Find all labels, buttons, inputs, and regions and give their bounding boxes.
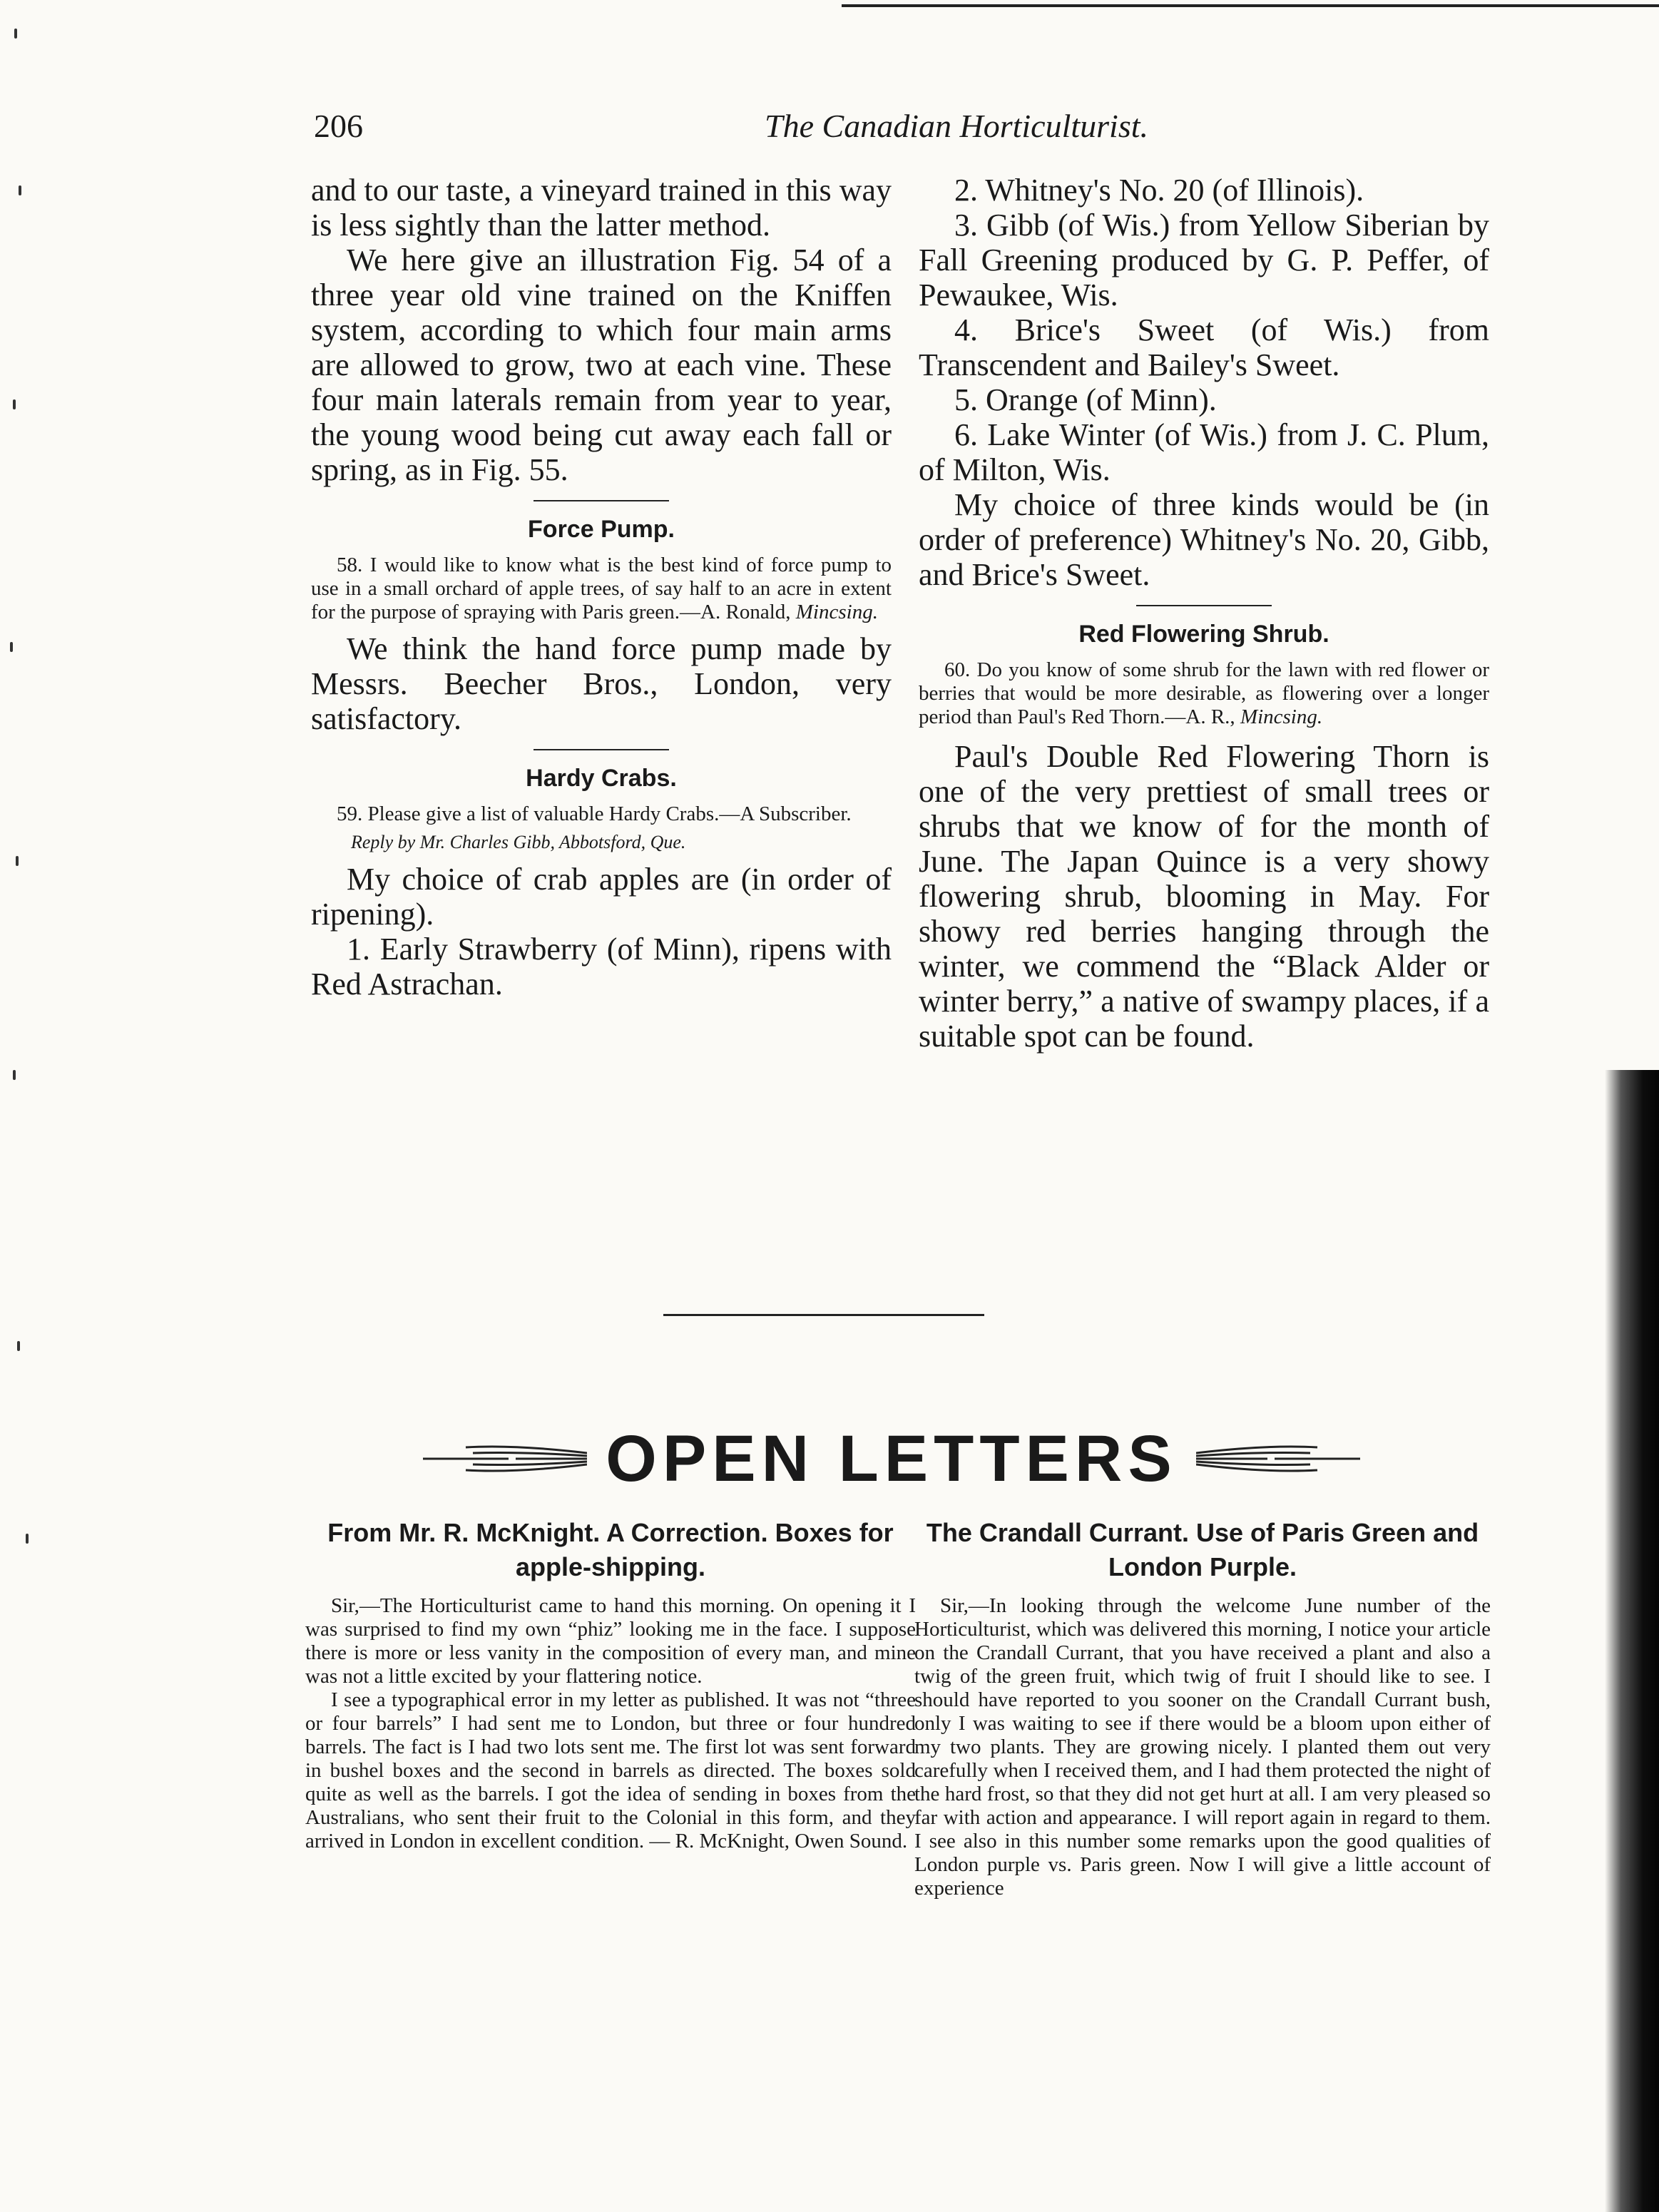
force-pump-heading: Force Pump.: [528, 516, 675, 543]
margin-mark: [17, 1341, 20, 1351]
red-shrub-heading: Red Flowering Shrub.: [1078, 621, 1329, 648]
right-column: [919, 173, 1489, 1054]
margin-mark: [14, 29, 17, 39]
page-header: [314, 107, 1148, 150]
intro-paragraph: and to our taste, a vineyard trained in this way is less sightly than the latter method.: [311, 173, 892, 243]
open-letters-banner: [371, 1420, 1412, 1498]
margin-mark: [10, 642, 13, 652]
force-pump-question-place: Mincsing.: [795, 601, 878, 623]
red-shrub-question: [919, 658, 1489, 729]
section-rule: [534, 500, 669, 501]
choice-paragraph: My choice of three kinds would be (in order of preference) Whitney's No. 20, Gibb, and Brice's Sweet.: [919, 487, 1489, 592]
letter-crandall-para: Sir,—In looking through the welcome June number of the Horticulturist, which was delivered this morning, I notice your article on the Crandall Currant, that you have received a plant and also a twig of the green fruit, which twig of fruit I should like to see. I should have reported to you sooner on the Crandall Currant bush, only I was waiting to see if there would be a bloom upon either of my two plants. They are growing nicely. I planted them out very carefully when I received them, and I had them protected the night of the hard frost, so that they did not get hurt at all. I am very pleased so far with action and appearance. I will report again in regard to them. I see also in this number some remarks upon the good qualities of London purple vs. Paris green. Now I will give a little account of experience: [914, 1594, 1491, 1900]
margin-mark: [26, 1534, 29, 1544]
hardy-crabs-intro: My choice of crab apples are (in order of ripening).: [311, 862, 892, 932]
page-number: 206: [314, 108, 363, 144]
scan-edge-shadow: [1605, 1070, 1659, 2212]
left-column: [311, 173, 892, 1001]
crab-list-item: 5. Orange (of Minn).: [954, 382, 1217, 417]
margin-mark: [19, 185, 21, 195]
section-rule: [534, 749, 669, 750]
letter-crandall-currant: [914, 1516, 1491, 1900]
force-pump-question-text: 58. I would like to know what is the best kind of force pump to use in a small orchard of apple trees, of say half to an acre in extent for the purpose of spraying with Paris green.—A. Ronald,: [311, 554, 892, 623]
right-flourish-icon: [1196, 1437, 1360, 1480]
margin-mark: [13, 399, 16, 409]
section-rule: [1136, 605, 1272, 606]
hardy-crabs-reply-line: Reply by Mr. Charles Gibb, Abbotsford, Que.: [351, 832, 686, 852]
top-edge-rule: [842, 4, 1659, 7]
crab-list-item: 1. Early Strawberry (of Minn), ripens with Red Astrachan.: [311, 932, 892, 1001]
letter-mcknight-para: Sir,—The Horticulturist came to hand this morning. On opening it I was surprised to find my own “phiz” looking me in the face. I suppose there is more or less vanity in the composition of every man, and mine was not a little excited by your flattering notice.: [305, 1594, 916, 1688]
illustration-paragraph: We here give an illustration Fig. 54 of a three year old vine trained on the Kniffen system, according to which four main arms are allowed to grow, two at each vine. These four main laterals remain from year to year, the young wood being cut away each fall or spring, as in Fig. 55.: [311, 243, 892, 487]
letter-mcknight-heading: From Mr. R. McKnight. A Correction. Boxes for apple-shipping.: [327, 1518, 894, 1581]
crab-list-item: 3. Gibb (of Wis.) from Yellow Siberian by Fall Greening produced by G. P. Peffer, of Pewaukee, Wis.: [919, 208, 1489, 312]
margin-mark: [13, 1070, 16, 1080]
hardy-crabs-heading: Hardy Crabs.: [526, 765, 677, 792]
running-title: The Canadian Horticulturist.: [765, 108, 1148, 144]
letter-crandall-heading: The Crandall Currant. Use of Paris Green and London Purple.: [926, 1518, 1479, 1581]
margin-mark: [16, 856, 19, 866]
crab-list-item: 2. Whitney's No. 20 (of Illinois).: [954, 173, 1364, 208]
red-shrub-question-text: 60. Do you know of some shrub for the lawn with red flower or berries that would be more desirable, as flowering over a longer period than Paul's Red Thorn.—A. R.,: [919, 658, 1489, 728]
hardy-crabs-question: 59. Please give a list of valuable Hardy Crabs.—A Subscriber.: [337, 802, 852, 825]
open-letters-title: OPEN LETTERS: [606, 1422, 1178, 1495]
letter-mcknight-para: I see a typographical error in my letter as published. It was not “three or four barrels” I had sent me to London, but three or four hundred barrels. The fact is I had two lots sent me. The first lot was sent forward in bushel boxes and the second in barrels as directed. The boxes sold quite as well as the barrels. I got the idea of sending in boxes from the Australians, who sent their fruit to the Colonial in this form, and they arrived in London in excellent condition. — R. McKnight, Owen Sound.: [305, 1688, 916, 1852]
force-pump-answer: We think the hand force pump made by Messrs. Beecher Bros., London, very satisfactory.: [311, 631, 892, 736]
left-flourish-icon: [423, 1437, 587, 1480]
letter-mcknight: [305, 1516, 916, 1853]
red-shrub-question-place: Mincsing.: [1240, 705, 1323, 728]
section-divider: [663, 1314, 984, 1316]
crab-list-item: 6. Lake Winter (of Wis.) from J. C. Plum, of Milton, Wis.: [919, 417, 1489, 487]
force-pump-question: [311, 554, 892, 624]
red-shrub-answer: Paul's Double Red Flowering Thorn is one of the very prettiest of small trees or shrubs that we know of for the month of June. The Japan Quince is a very showy flowering shrub, blooming in May. For showy red berries hanging through the winter, we commend the “Black Alder or winter berry,” a native of swampy places, if a suitable spot can be found.: [919, 739, 1489, 1054]
crab-list-item: 4. Brice's Sweet (of Wis.) from Transcendent and Bailey's Sweet.: [919, 312, 1489, 382]
